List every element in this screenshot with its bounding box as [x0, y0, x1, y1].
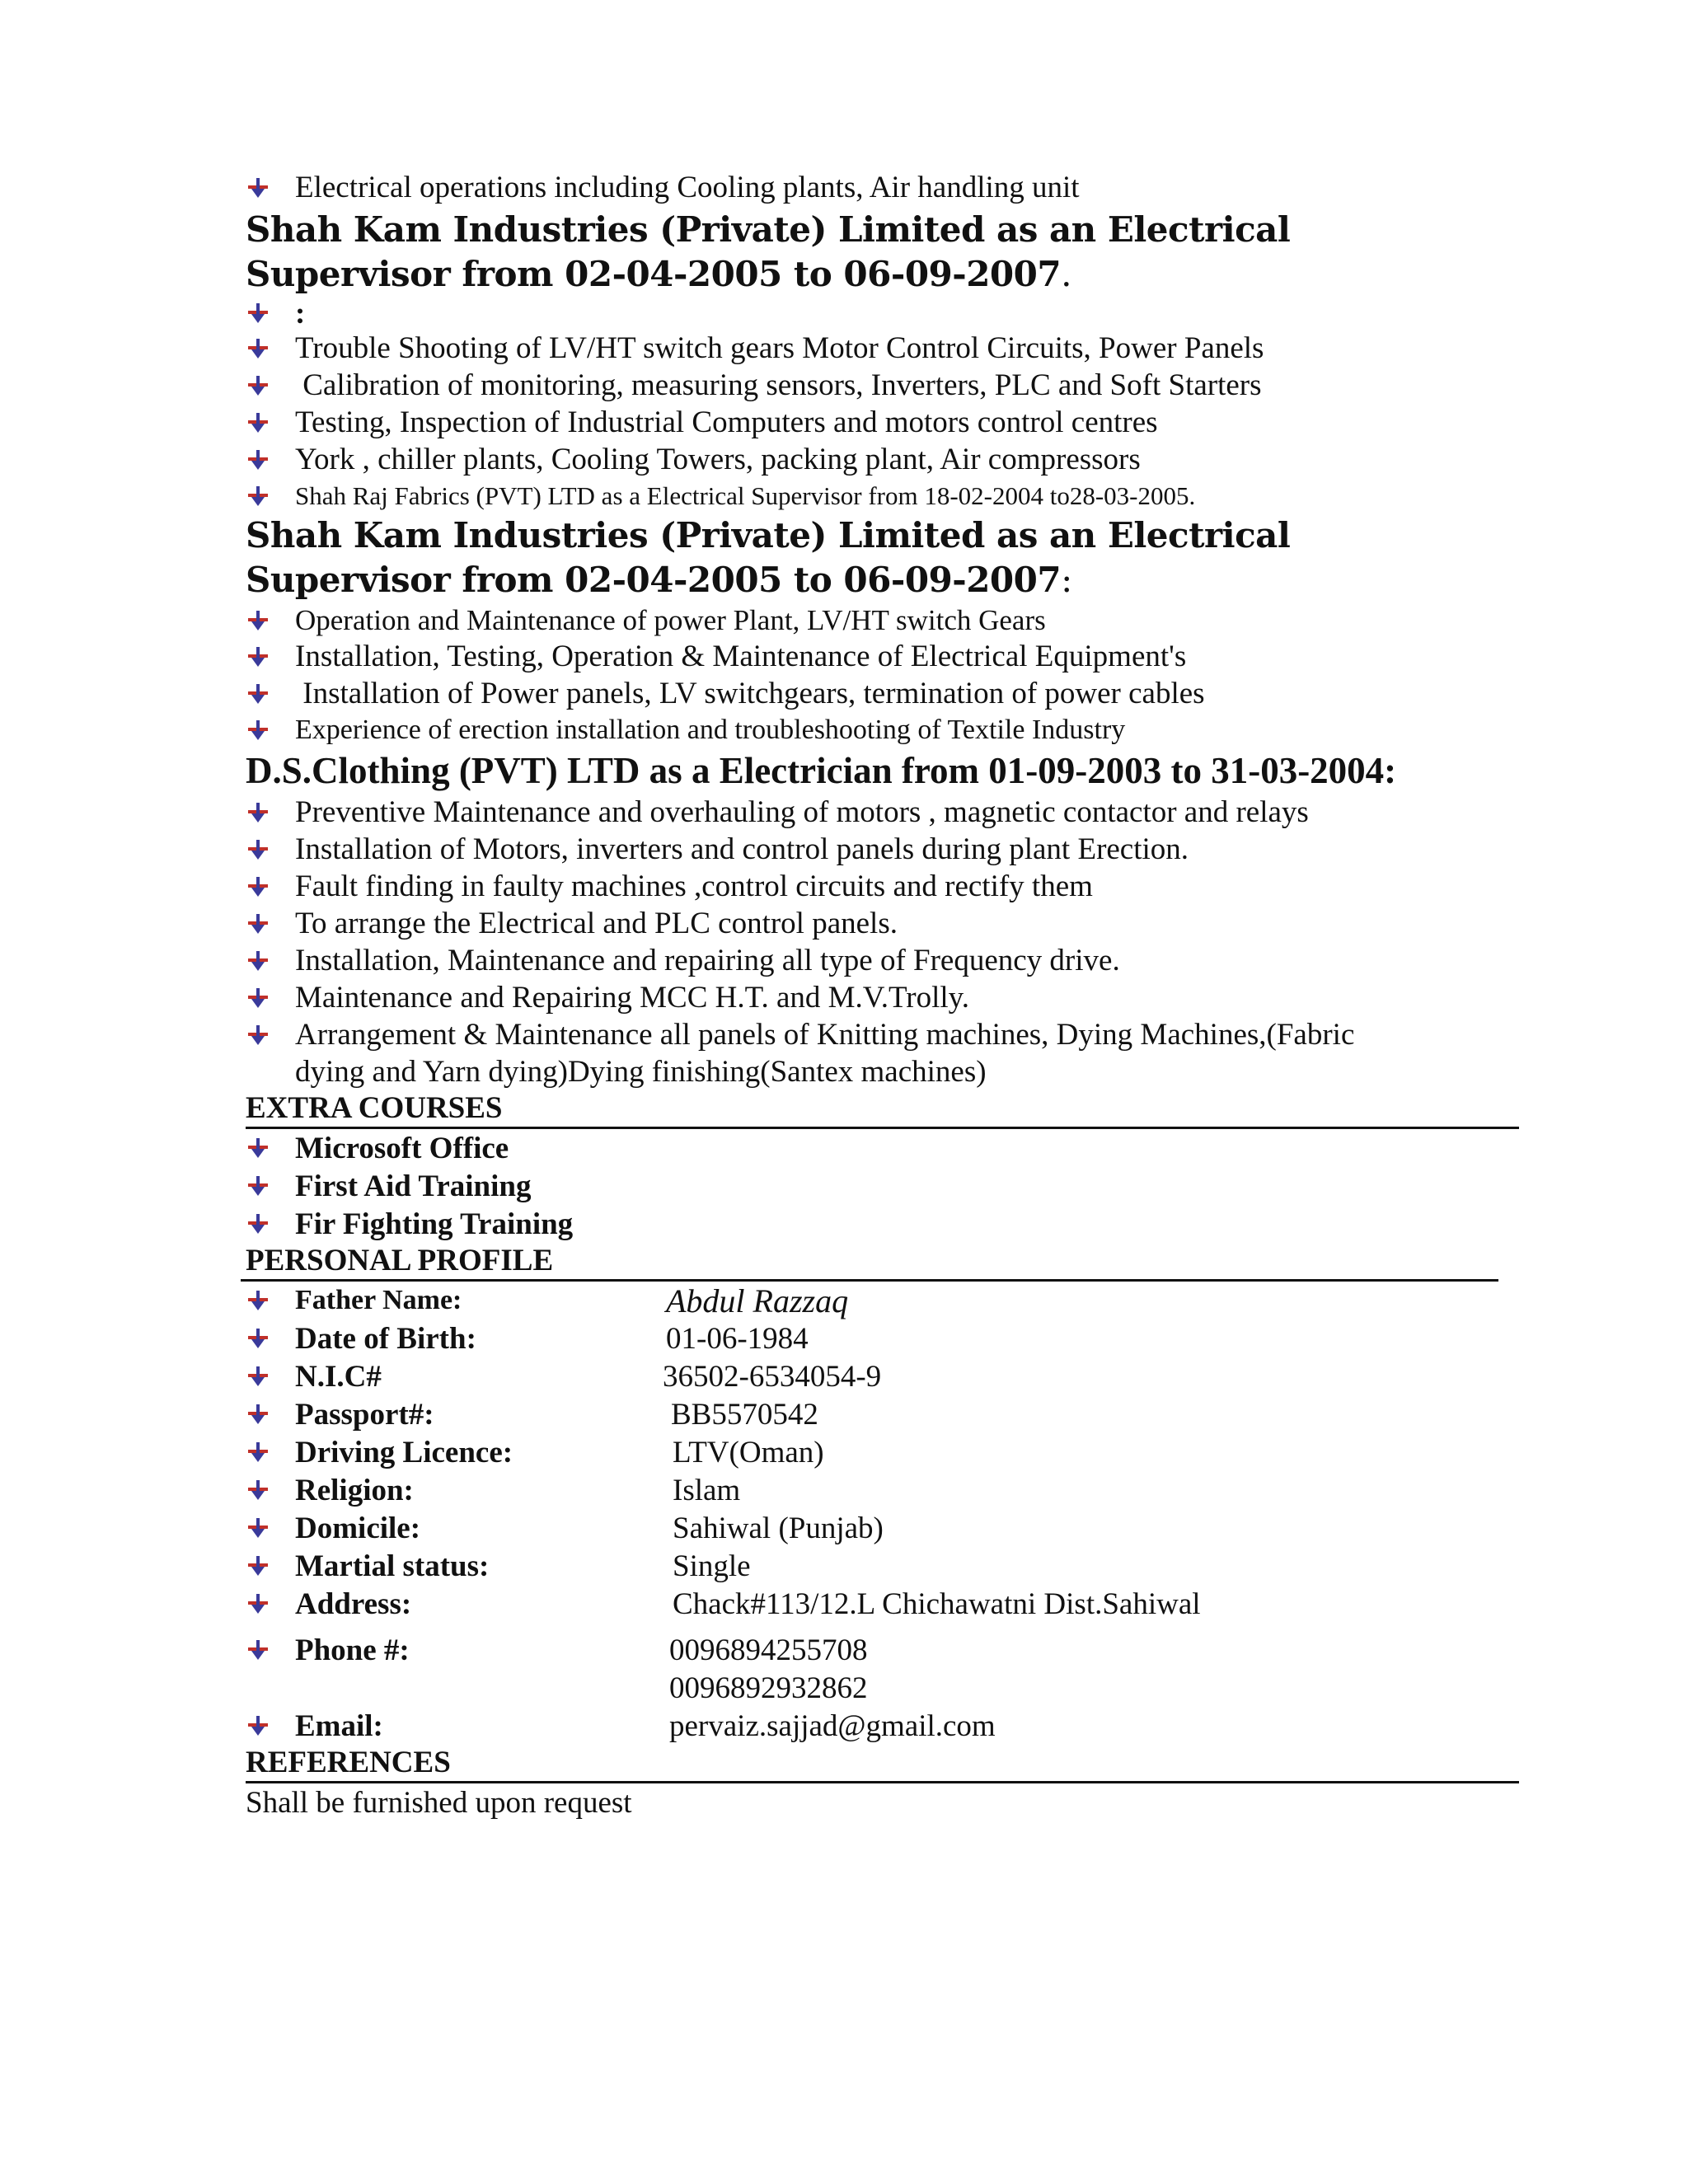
job-heading-1: Shah Kam Industries (Private) Limited as an Electrical Supervisor from 02-04-2005 to 06-09-2007.: [246, 209, 1291, 294]
down-arrow-bar-icon: [247, 375, 269, 396]
job-heading-2: Shah Kam Industries (Private) Limited as an Electrical Supervisor from 02-04-2005 to 06-09-2007:: [246, 515, 1291, 600]
profile-row-passport: Passport#: BB5570542: [246, 1395, 1519, 1433]
down-arrow-bar-icon: [247, 1555, 269, 1577]
list-item: :: [246, 297, 1519, 330]
down-arrow-bar-icon: [247, 1404, 269, 1425]
down-arrow-bar-icon: [247, 683, 269, 705]
list-item: York , chiller plants, Cooling Towers, packing plant, Air compressors: [246, 441, 1519, 478]
list-item: Installation of Motors, inverters and control panels during plant Erection.: [246, 831, 1519, 868]
down-arrow-bar-icon: [247, 1593, 269, 1615]
down-arrow-bar-icon: [247, 719, 269, 741]
down-arrow-bar-icon: [247, 876, 269, 898]
down-arrow-bar-icon: [247, 950, 269, 972]
list-item: To arrange the Electrical and PLC control panels.: [246, 905, 1519, 942]
list-item: Experience of erection installation and troubleshooting of Textile Industry: [246, 712, 1519, 748]
list-item: Testing, Inspection of Industrial Computers and motors control centres: [246, 404, 1519, 441]
down-arrow-bar-icon: [247, 1366, 269, 1387]
list-item: Installation of Power panels, LV switchgears, termination of power cables: [246, 675, 1519, 712]
list-item: Installation, Maintenance and repairing all type of Frequency drive.: [246, 942, 1519, 979]
profile-row-marital: Martial status: Single: [246, 1547, 1519, 1585]
section-title-references: REFERENCES: [246, 1745, 1519, 1783]
profile-row-email: Email: pervaiz.sajjad@gmail.com: [246, 1707, 1519, 1745]
course-item: Fir Fighting Training: [246, 1205, 1519, 1243]
job-heading-3: D.S.Clothing (PVT) LTD as a Electrician from 01-09-2003 to 31-03-2004:: [246, 750, 1397, 791]
down-arrow-bar-icon: [247, 646, 269, 668]
section-title-extra-courses: EXTRA COURSES: [246, 1090, 1519, 1129]
down-arrow-bar-icon: [247, 1213, 269, 1235]
list-item: Calibration of monitoring, measuring sensors, Inverters, PLC and Soft Starters: [246, 367, 1519, 404]
down-arrow-bar-icon: [247, 1639, 269, 1661]
list-item: Arrangement & Maintenance all panels of Knitting machines, Dying Machines,(Fabric: [246, 1016, 1519, 1053]
list-item: Electrical operations including Cooling plants, Air handling unit: [246, 169, 1519, 206]
down-arrow-bar-icon: [247, 802, 269, 823]
list-item: Operation and Maintenance of power Plant, LV/HT switch Gears: [246, 602, 1519, 638]
down-arrow-bar-icon: [247, 1175, 269, 1197]
down-arrow-bar-icon: [247, 177, 269, 199]
profile-row-phone: Phone #: 0096894255708: [246, 1631, 1519, 1669]
down-arrow-bar-icon: [247, 913, 269, 935]
down-arrow-bar-icon: [247, 302, 269, 324]
profile-row-address: Address: Chack#113/12.L Chichawatni Dist.Sahiwal: [246, 1585, 1519, 1623]
down-arrow-bar-icon: [247, 1441, 269, 1463]
list-item: Preventive Maintenance and overhauling of motors , magnetic contactor and relays: [246, 794, 1519, 831]
course-item: Microsoft Office: [246, 1129, 1519, 1167]
list-item: Fault finding in faulty machines ,control circuits and rectify them: [246, 868, 1519, 905]
down-arrow-bar-icon: [247, 1715, 269, 1736]
course-item: First Aid Training: [246, 1167, 1519, 1205]
section-title-personal-profile: PERSONAL PROFILE: [241, 1243, 1498, 1282]
down-arrow-bar-icon: [247, 1137, 269, 1159]
references-text: Shall be furnished upon request: [246, 1785, 632, 1820]
down-arrow-bar-icon: [247, 610, 269, 631]
down-arrow-bar-icon: [247, 1517, 269, 1539]
down-arrow-bar-icon: [247, 1024, 269, 1046]
resume-page: [246, 169, 1519, 1821]
list-item: Trouble Shooting of LV/HT switch gears Motor Control Circuits, Power Panels: [246, 330, 1519, 367]
profile-row-religion: Religion: Islam: [246, 1471, 1519, 1509]
down-arrow-bar-icon: [247, 449, 269, 471]
profile-row-dob: Date of Birth: 01-06-1984: [246, 1319, 1519, 1357]
down-arrow-bar-icon: [247, 839, 269, 860]
down-arrow-bar-icon: [247, 1290, 269, 1311]
list-item: Maintenance and Repairing MCC H.T. and M.V.Trolly.: [246, 979, 1519, 1016]
profile-row-licence: Driving Licence: LTV(Oman): [246, 1433, 1519, 1471]
list-item-continuation: dying and Yarn dying)Dying finishing(Santex machines): [295, 1055, 987, 1089]
down-arrow-bar-icon: [247, 987, 269, 1009]
down-arrow-bar-icon: [247, 412, 269, 434]
profile-row-phone-2: 0096892932862: [669, 1671, 868, 1705]
list-item: Installation, Testing, Operation & Maintenance of Electrical Equipment's: [246, 638, 1519, 675]
profile-row-domicile: Domicile: Sahiwal (Punjab): [246, 1509, 1519, 1547]
down-arrow-bar-icon: [247, 338, 269, 359]
down-arrow-bar-icon: [247, 485, 269, 507]
list-item: Shah Raj Fabrics (PVT) LTD as a Electrical Supervisor from 18-02-2004 to28-03-2005.: [246, 478, 1519, 513]
profile-row-nic: N.I.C# 36502-6534054-9: [246, 1357, 1519, 1395]
down-arrow-bar-icon: [247, 1328, 269, 1349]
profile-row-father: Father Name: Abdul Razzaq: [246, 1282, 1519, 1319]
down-arrow-bar-icon: [247, 1479, 269, 1501]
